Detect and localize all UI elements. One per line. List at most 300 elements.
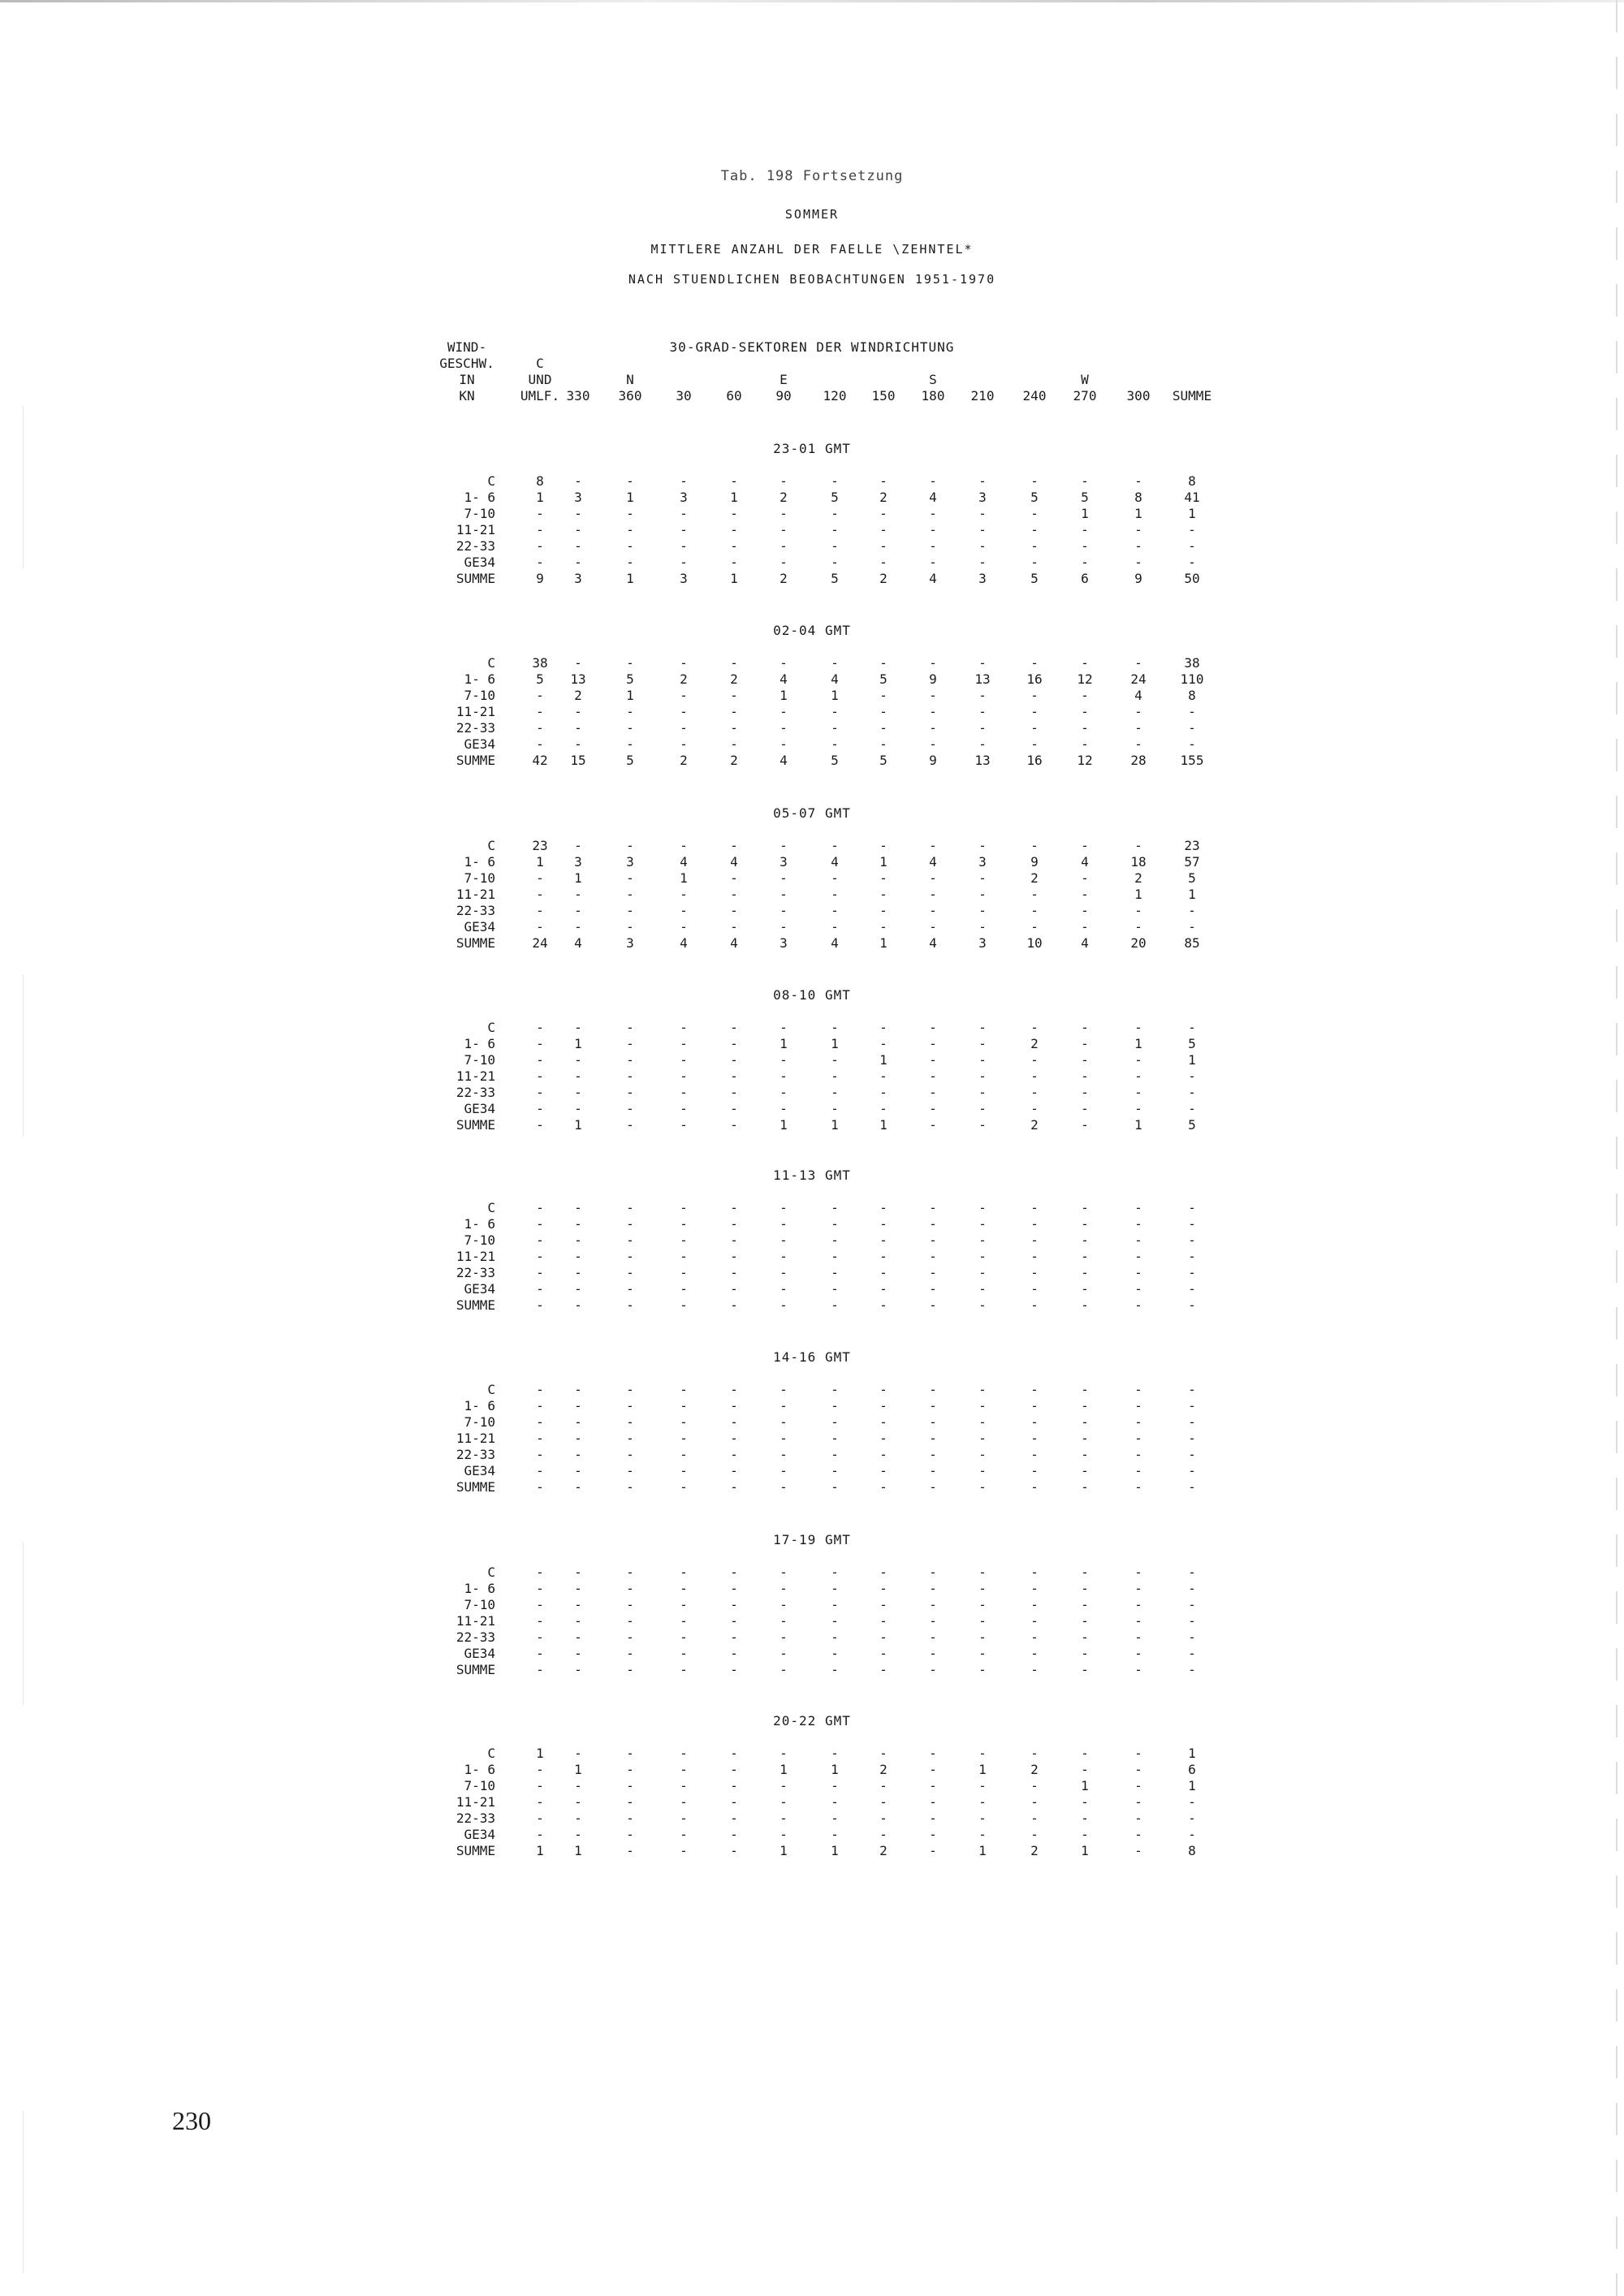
table-cell: - (978, 903, 987, 918)
table-cell: - (780, 1020, 788, 1035)
table-cell: - (1030, 538, 1039, 554)
table-cell: - (574, 1052, 582, 1068)
table-cell: - (831, 903, 839, 918)
table-cell: - (1081, 1052, 1089, 1068)
table-cell: - (1030, 1068, 1039, 1084)
table-cell: - (1134, 473, 1142, 489)
table-cell: - (780, 506, 788, 521)
table-cell: - (730, 870, 738, 886)
table-cell: - (1188, 1581, 1196, 1596)
table-cell: - (879, 1646, 888, 1661)
table-cell: - (680, 903, 688, 918)
table-cell: - (1081, 1810, 1089, 1826)
table-cell: 1 (1134, 1117, 1142, 1133)
table-cell: - (978, 1746, 987, 1761)
table-cell: - (626, 538, 634, 554)
table-cell: - (680, 1646, 688, 1661)
table-cell: - (626, 1414, 634, 1430)
table-cell: - (831, 1068, 839, 1084)
table-cell: - (978, 655, 987, 671)
table-cell: 24 (532, 935, 548, 951)
table-cell: 5 (879, 671, 888, 687)
table-cell: 1 (1081, 1778, 1089, 1793)
table-cell: - (574, 1431, 582, 1446)
table-cell: - (730, 1068, 738, 1084)
table-cell: 1 (879, 854, 888, 870)
table-cell: - (574, 1297, 582, 1313)
table-cell: - (1134, 1810, 1142, 1826)
table-cell: 1 (831, 688, 839, 703)
row-label: SUMME (456, 753, 495, 768)
compass-label: E (780, 372, 788, 387)
table-cell: - (1030, 1646, 1039, 1661)
table-cell: - (929, 919, 937, 934)
table-cell: - (574, 1463, 582, 1478)
table-cell: - (730, 1414, 738, 1430)
table-cell: - (730, 887, 738, 902)
table-cell: - (1188, 1810, 1196, 1826)
table-cell: - (536, 506, 544, 521)
table-cell: 1 (978, 1762, 987, 1777)
table-cell: - (879, 1794, 888, 1810)
row-label: 11-21 (456, 522, 495, 537)
table-cell: - (626, 1564, 634, 1580)
table-cell: - (730, 1020, 738, 1035)
table-cell: - (879, 720, 888, 736)
column-header: 60 (726, 388, 742, 404)
table-cell: - (1188, 1382, 1196, 1397)
table-cell: - (1188, 704, 1196, 719)
table-cell: - (978, 1117, 987, 1133)
table-cell: - (978, 1232, 987, 1248)
table-cell: - (1030, 473, 1039, 489)
table-cell: - (780, 1778, 788, 1793)
table-cell: - (680, 1843, 688, 1858)
row-label: 1- 6 (464, 1581, 495, 1596)
table-cell: - (1134, 1646, 1142, 1661)
table-cell: - (680, 1662, 688, 1677)
table-cell: - (831, 473, 839, 489)
table-cell: - (574, 1382, 582, 1397)
row-label: 7-10 (464, 1778, 495, 1793)
table-cell: - (831, 1479, 839, 1495)
table-cell: - (929, 1778, 937, 1793)
table-cell: 24 (1130, 671, 1147, 687)
table-cell: - (680, 1810, 688, 1826)
table-cell: - (730, 1794, 738, 1810)
table-cell: - (680, 1052, 688, 1068)
table-cell: - (536, 1447, 544, 1462)
table-cell: - (626, 704, 634, 719)
table-cell: - (929, 1479, 937, 1495)
table-cell: - (626, 919, 634, 934)
table-cell: - (1134, 1762, 1142, 1777)
column-header: 120 (823, 388, 847, 404)
table-cell: - (626, 1843, 634, 1858)
table-cell: 4 (831, 935, 839, 951)
table-cell: - (680, 838, 688, 853)
table-cell: - (1134, 1101, 1142, 1116)
table-cell: - (831, 1613, 839, 1629)
table-cell: - (1134, 1613, 1142, 1629)
table-cell: 3 (680, 490, 688, 505)
table-cell: 3 (574, 571, 582, 586)
table-cell: - (879, 1297, 888, 1313)
table-cell: - (879, 1101, 888, 1116)
table-cell: - (978, 1281, 987, 1297)
table-cell: - (1081, 1085, 1089, 1100)
table-cell: - (680, 1581, 688, 1596)
table-cell: - (1030, 919, 1039, 934)
column-header: 330 (566, 388, 590, 404)
table-cell: - (536, 1297, 544, 1313)
table-cell: 1 (780, 1117, 788, 1133)
table-cell: 9 (929, 671, 937, 687)
table-cell: - (780, 1297, 788, 1313)
table-cell: - (1081, 1597, 1089, 1612)
table-cell: - (626, 1382, 634, 1397)
table-cell: 20 (1130, 935, 1147, 951)
table-cell: - (1081, 1662, 1089, 1677)
table-cell: - (574, 1646, 582, 1661)
table-cell: - (929, 1431, 937, 1446)
table-cell: 2 (1134, 870, 1142, 886)
table-cell: - (929, 555, 937, 570)
table-cell: - (1081, 1020, 1089, 1035)
table-cell: 2 (879, 490, 888, 505)
table-cell: - (929, 1746, 937, 1761)
table-cell: 2 (1030, 1843, 1039, 1858)
row-label: 22-33 (456, 1085, 495, 1100)
table-cell: - (929, 838, 937, 853)
table-cell: 5 (536, 671, 544, 687)
table-cell: - (626, 506, 634, 521)
table-cell: - (1134, 704, 1142, 719)
table-cell: - (574, 887, 582, 902)
table-cell: - (626, 1020, 634, 1035)
table-cell: - (1081, 1447, 1089, 1462)
table-cell: - (831, 1265, 839, 1280)
table-cell: 3 (780, 935, 788, 951)
table-cell: - (879, 1232, 888, 1248)
table-cell: - (680, 1431, 688, 1446)
table-cell: - (978, 1431, 987, 1446)
table-cell: - (730, 1762, 738, 1777)
table-cell: - (730, 1778, 738, 1793)
table-cell: - (1134, 1662, 1142, 1677)
table-cell: - (780, 838, 788, 853)
table-cell: - (1030, 1414, 1039, 1430)
table-cell: - (536, 522, 544, 537)
table-cell: 2 (1030, 870, 1039, 886)
row-label: 7-10 (464, 1052, 495, 1068)
row-label: 11-21 (456, 1068, 495, 1084)
table-cell: - (536, 1200, 544, 1215)
table-cell: - (680, 1463, 688, 1478)
table-cell: - (780, 720, 788, 736)
table-cell: - (1081, 1746, 1089, 1761)
table-cell: - (978, 1646, 987, 1661)
table-cell: - (680, 1020, 688, 1035)
table-cell: 2 (730, 671, 738, 687)
table-cell: - (1030, 1297, 1039, 1313)
table-cell: 4 (929, 490, 937, 505)
table-cell: - (879, 919, 888, 934)
row-label: 22-33 (456, 903, 495, 918)
table-cell: - (680, 1101, 688, 1116)
table-cell: - (730, 1746, 738, 1761)
table-cell: - (831, 1794, 839, 1810)
table-cell: - (1030, 1597, 1039, 1612)
table-cell: - (680, 1297, 688, 1313)
table-cell: - (1188, 555, 1196, 570)
table-cell: - (730, 688, 738, 703)
table-cell: - (1081, 1068, 1089, 1084)
table-cell: 8 (1188, 1843, 1196, 1858)
table-cell: - (879, 473, 888, 489)
table-cell: - (1188, 1646, 1196, 1661)
table-cell: - (1081, 1613, 1089, 1629)
table-cell: - (680, 1629, 688, 1645)
table-cell: - (730, 1117, 738, 1133)
table-cell: - (831, 1414, 839, 1430)
table-cell: - (1188, 1613, 1196, 1629)
table-cell: - (879, 1249, 888, 1264)
table-cell: - (978, 1036, 987, 1051)
table-cell: - (1081, 1281, 1089, 1297)
table-cell: - (626, 1297, 634, 1313)
table-cell: 3 (680, 571, 688, 586)
table-cell: - (680, 704, 688, 719)
table-cell: - (730, 1101, 738, 1116)
table-cell: - (1081, 887, 1089, 902)
table-cell: - (1030, 1746, 1039, 1761)
table-cell: - (929, 1843, 937, 1858)
table-cell: 1 (879, 935, 888, 951)
table-cell: - (1030, 887, 1039, 902)
table-cell: - (1188, 1463, 1196, 1478)
table-cell: - (1188, 522, 1196, 537)
table-cell: - (536, 1265, 544, 1280)
table-cell: - (626, 1646, 634, 1661)
table-cell: - (1030, 1629, 1039, 1645)
table-cell: - (574, 736, 582, 752)
table-cell: 1 (1134, 1036, 1142, 1051)
table-cell: 5 (1030, 490, 1039, 505)
table-cell: - (978, 1398, 987, 1413)
table-cell: - (1188, 903, 1196, 918)
table-cell: - (680, 1216, 688, 1232)
table-cell: - (730, 1843, 738, 1858)
table-cell: - (1134, 1778, 1142, 1793)
table-cell: 3 (978, 571, 987, 586)
table-cell: - (626, 1068, 634, 1084)
table-cell: 50 (1184, 571, 1200, 586)
row-label: C (487, 473, 495, 489)
table-cell: - (929, 1216, 937, 1232)
table-cell: - (680, 1232, 688, 1248)
table-cell: - (780, 1746, 788, 1761)
table-cell: - (1030, 1052, 1039, 1068)
table-cell: - (626, 1101, 634, 1116)
table-cell: - (680, 1447, 688, 1462)
table-cell: 3 (978, 935, 987, 951)
table-cell: - (574, 704, 582, 719)
table-cell: - (730, 903, 738, 918)
table-cell: - (831, 887, 839, 902)
table-cell: - (680, 1794, 688, 1810)
table-cell: - (730, 1085, 738, 1100)
table-cell: - (929, 887, 937, 902)
table-cell: - (1134, 1216, 1142, 1232)
table-cell: - (680, 1414, 688, 1430)
table-cell: - (978, 1101, 987, 1116)
table-cell: - (1134, 1382, 1142, 1397)
table-cell: - (929, 688, 937, 703)
table-cell: 1 (780, 688, 788, 703)
table-cell: - (730, 1581, 738, 1596)
table-cell: 9 (1134, 571, 1142, 586)
table-cell: - (929, 1249, 937, 1264)
table-cell: - (1081, 1646, 1089, 1661)
table-cell: - (626, 1216, 634, 1232)
table-cell: - (879, 555, 888, 570)
column-header: 210 (970, 388, 995, 404)
table-cell: 2 (879, 1762, 888, 1777)
table-cell: - (978, 522, 987, 537)
table-cell: - (929, 1232, 937, 1248)
table-cell: - (680, 720, 688, 736)
table-cell: - (730, 1281, 738, 1297)
table-cell: - (1188, 1479, 1196, 1495)
table-cell: - (831, 1581, 839, 1596)
table-cell: - (1134, 919, 1142, 934)
table-cell: - (626, 1597, 634, 1612)
table-cell: - (1081, 1827, 1089, 1842)
table-cell: - (1030, 1431, 1039, 1446)
table-cell: - (626, 1447, 634, 1462)
table-cell: - (831, 1297, 839, 1313)
season-label: SOMMER (784, 207, 840, 222)
table-cell: - (680, 1778, 688, 1793)
row-label: SUMME (456, 935, 495, 951)
table-cell: - (626, 1398, 634, 1413)
table-cell: - (831, 870, 839, 886)
table-cell: - (1030, 555, 1039, 570)
table-cell: - (978, 688, 987, 703)
table-cell: 9 (929, 753, 937, 768)
table-cell: - (536, 1281, 544, 1297)
table-cell: - (780, 1646, 788, 1661)
table-cell: - (929, 1629, 937, 1645)
table-cell: 4 (831, 671, 839, 687)
table-cell: 4 (1134, 688, 1142, 703)
table-cell: - (1134, 1581, 1142, 1596)
table-cell: - (1081, 736, 1089, 752)
table-cell: - (536, 1646, 544, 1661)
table-cell: - (929, 1613, 937, 1629)
table-cell: - (536, 1762, 544, 1777)
table-cell: - (831, 1431, 839, 1446)
table-cell: - (730, 1564, 738, 1580)
table-cell: - (680, 506, 688, 521)
time-section-title: 11-13 GMT (773, 1167, 851, 1183)
table-cell: 1 (780, 1762, 788, 1777)
table-cell: - (831, 1597, 839, 1612)
table-cell: - (879, 1036, 888, 1051)
row-label: 22-33 (456, 1447, 495, 1462)
table-cell: 3 (626, 935, 634, 951)
table-cell: - (1188, 1101, 1196, 1116)
row-label: C (487, 838, 495, 853)
table-cell: 4 (929, 854, 937, 870)
table-cell: 3 (978, 854, 987, 870)
table-cell: - (1134, 1265, 1142, 1280)
row-label: GE34 (464, 1827, 495, 1842)
table-cell: 38 (532, 655, 548, 671)
table-cell: 5 (626, 671, 634, 687)
table-cell: - (1081, 1382, 1089, 1397)
table-cell: - (879, 1200, 888, 1215)
row-label: 7-10 (464, 870, 495, 886)
table-cell: - (831, 555, 839, 570)
table-cell: - (831, 1020, 839, 1035)
table-cell: 9 (1030, 854, 1039, 870)
table-cell: - (929, 1281, 937, 1297)
table-cell: - (1030, 1216, 1039, 1232)
table-cell: - (574, 1662, 582, 1677)
table-cell: 3 (780, 854, 788, 870)
row-label: 1- 6 (464, 490, 495, 505)
table-cell: 1 (1188, 1746, 1196, 1761)
table-cell: - (574, 522, 582, 537)
table-cell: - (536, 704, 544, 719)
table-cell: 38 (1184, 655, 1200, 671)
table-cell: - (574, 1447, 582, 1462)
table-cell: - (780, 555, 788, 570)
table-cell: - (929, 1297, 937, 1313)
row-label: C (487, 1382, 495, 1397)
table-cell: - (929, 1200, 937, 1215)
table-cell: 1 (1188, 1778, 1196, 1793)
table-cell: - (1188, 1068, 1196, 1084)
table-cell: - (680, 1068, 688, 1084)
table-cell: - (978, 704, 987, 719)
table-cell: - (680, 522, 688, 537)
table-cell: - (831, 538, 839, 554)
table-cell: - (536, 1810, 544, 1826)
table-cell: - (574, 1564, 582, 1580)
table-cell: - (1081, 838, 1089, 853)
column-header: SUMME (1172, 388, 1212, 404)
table-cell: - (730, 538, 738, 554)
table-cell: - (1030, 1447, 1039, 1462)
table-cell: 13 (570, 671, 586, 687)
table-cell: 155 (1180, 753, 1204, 768)
table-cell: 4 (929, 571, 937, 586)
table-cell: - (1188, 1794, 1196, 1810)
table-cell: - (1030, 1613, 1039, 1629)
table-cell: - (626, 1746, 634, 1761)
table-cell: - (1188, 1414, 1196, 1430)
table-cell: - (780, 1200, 788, 1215)
table-cell: - (929, 1662, 937, 1677)
table-cell: - (626, 1265, 634, 1280)
table-cell: - (929, 720, 937, 736)
table-cell: - (1134, 1479, 1142, 1495)
row-label: C (487, 1200, 495, 1215)
table-cell: - (780, 1581, 788, 1596)
